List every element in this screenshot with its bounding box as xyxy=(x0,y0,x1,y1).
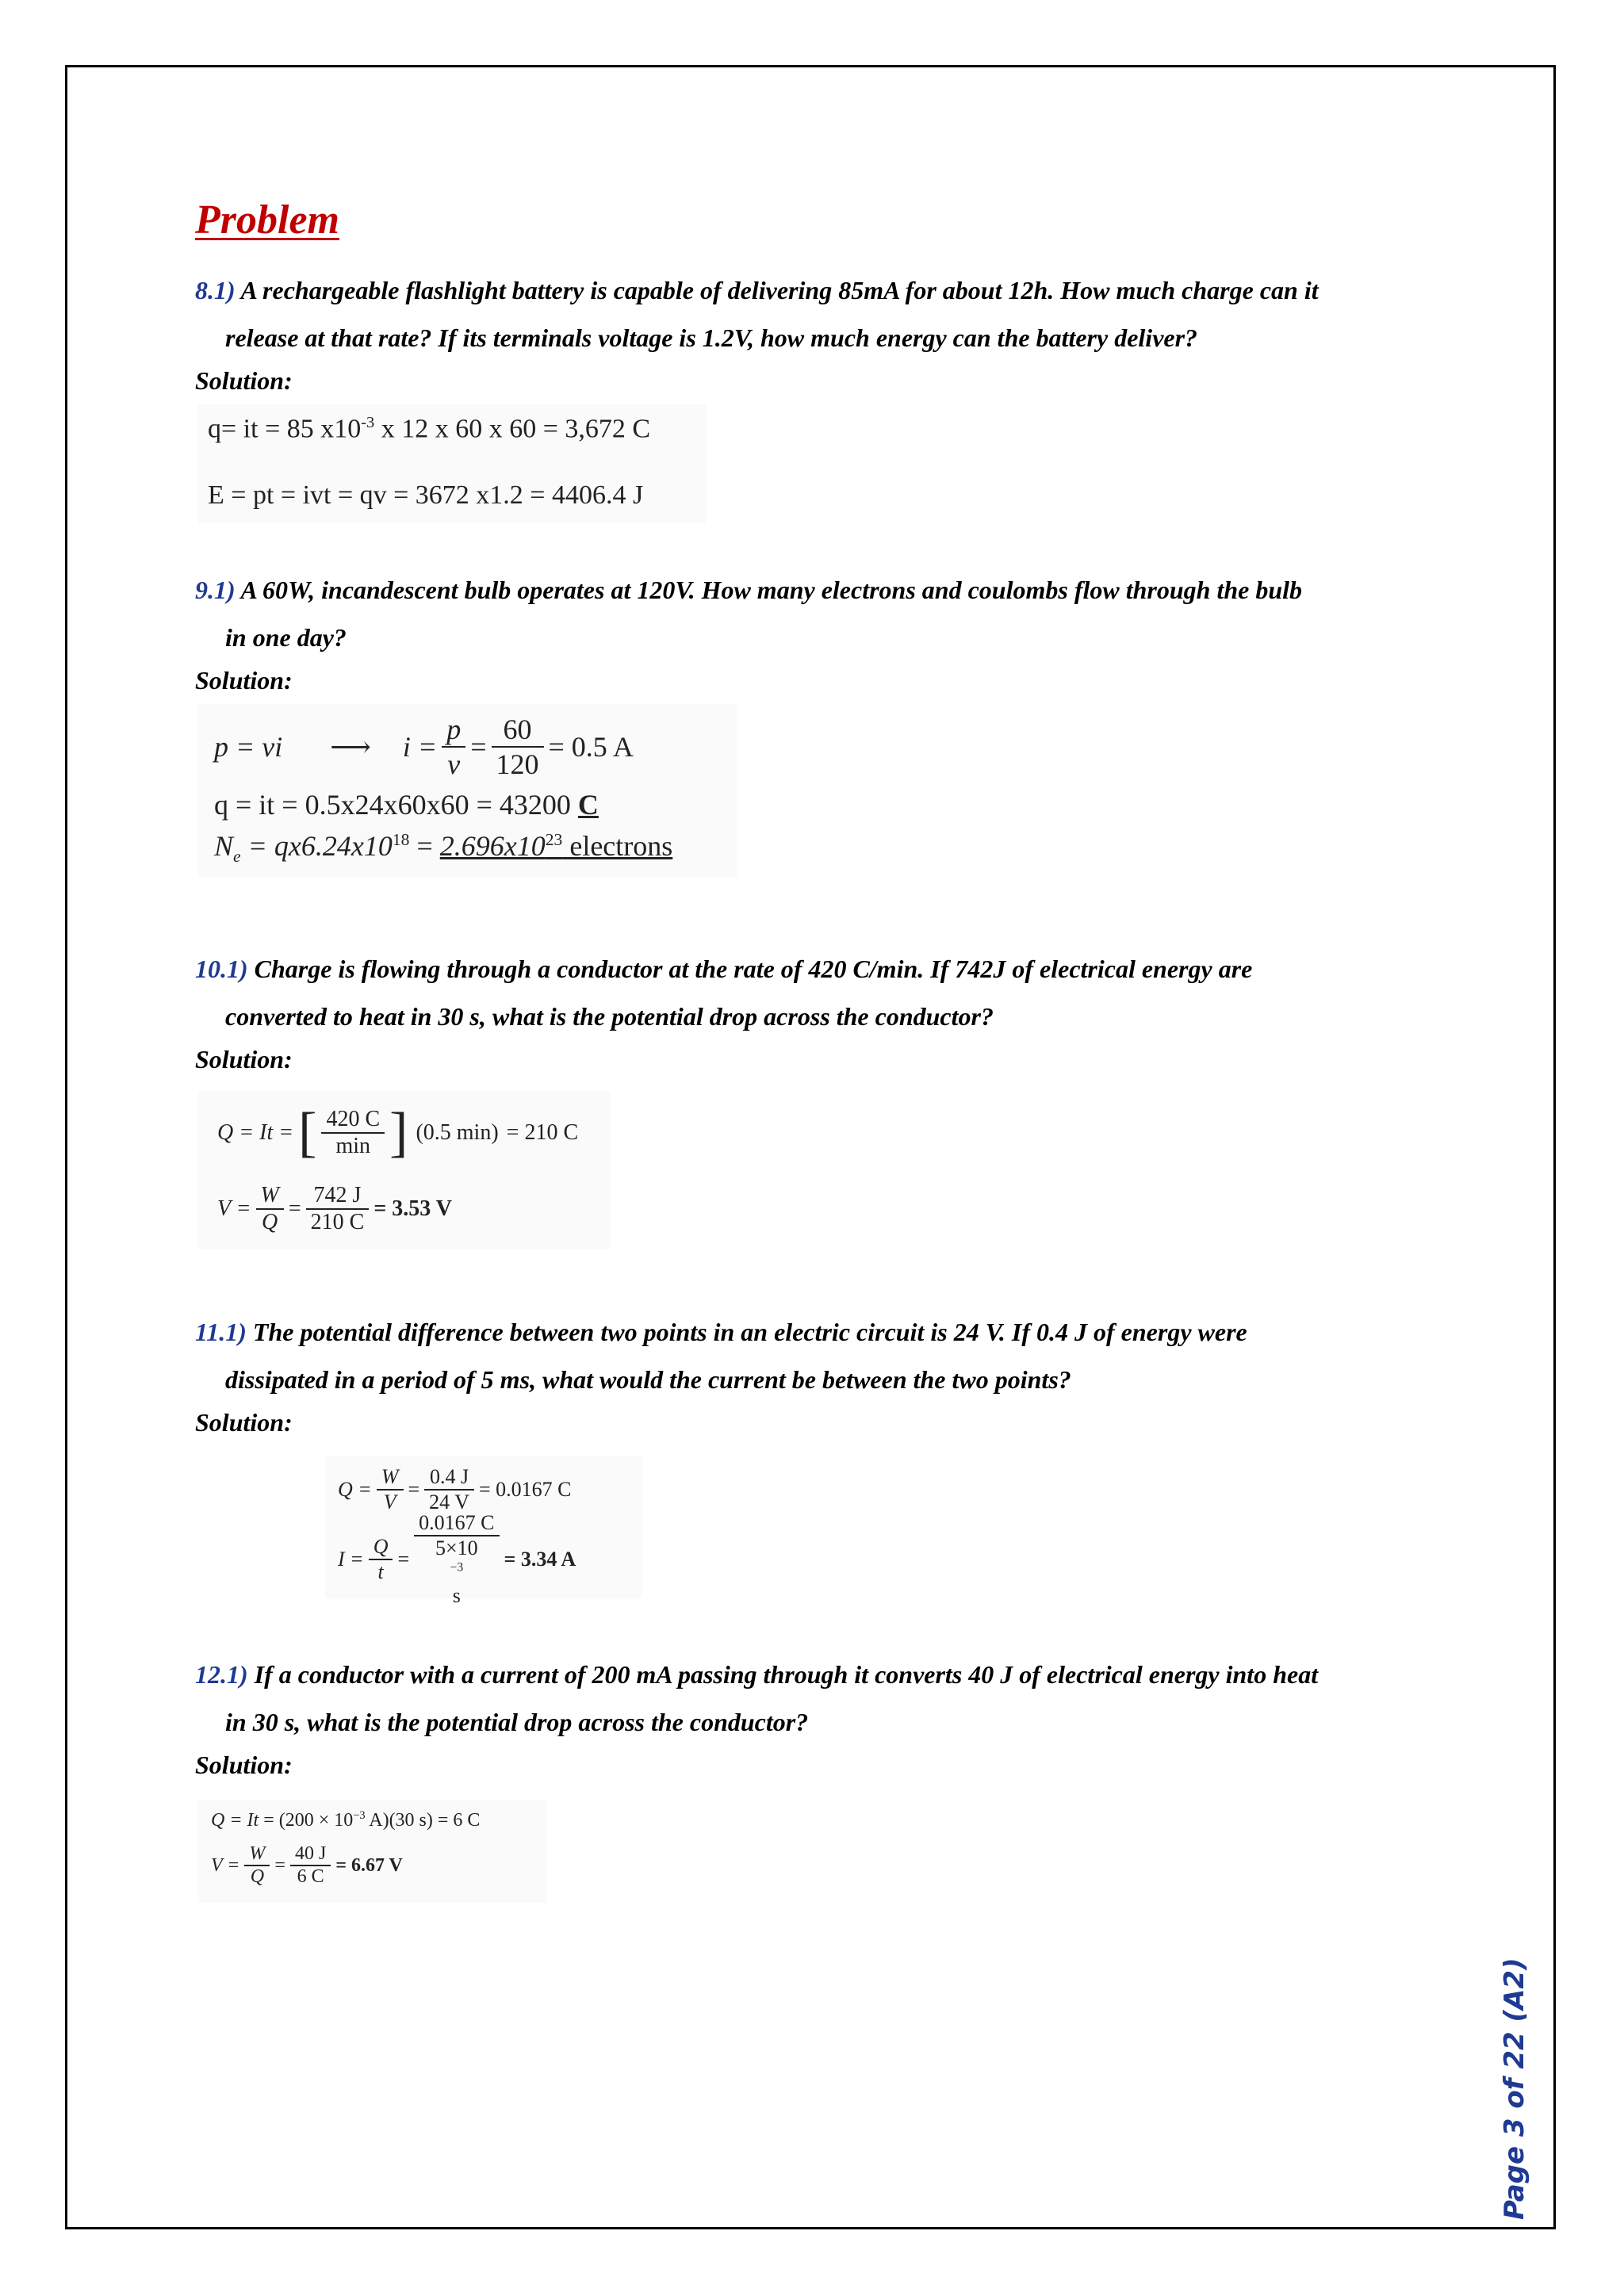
equation-current: I = $\frac{Q}{t}$ = 0.0167 C 5×10 $^{-3}$ s = 3.34 A xyxy=(338,1511,576,1607)
page-title: Problem xyxy=(195,197,339,243)
equation-energy: E = pt = ivt = qv = 3672 x1.2 = 4406.4 J xyxy=(208,480,644,510)
problem-text-cont: dissipated in a period of 5 ms, what would the current be between the two points? xyxy=(225,1365,1071,1394)
solution-label: Solution: xyxy=(195,1751,293,1779)
problem-number: 10.1) xyxy=(195,955,248,983)
equation-image xyxy=(198,1091,611,1249)
equation-electrons: $N_e = qx6.24x10^{18} = 2.696x10^{23}$ electrons xyxy=(214,830,673,867)
equation-image xyxy=(198,404,706,523)
problem-11-1 xyxy=(195,1308,1429,1403)
equation-charge: q= it = 85 $x10^{-3}$ x 12 x 60 x 60 = 3,672 C xyxy=(208,414,651,444)
problem-text: Charge is flowing through a conductor at the rate of 420 C/min. If 742J of electrical energy are xyxy=(247,955,1253,983)
equation-charge: $Q = It = (200 \times 10^{-3}$ A)(30 s) = 6 C xyxy=(211,1809,481,1831)
equation-charge: Q = $\frac{W}{V}$ = $\frac{0.4 J}{24 V}$ = 0.0167 C xyxy=(338,1465,572,1513)
equation-voltage: V = $\frac{W}{Q}$ = $\frac{40 J}{6 C}$ = 6.67 V xyxy=(211,1843,403,1887)
equation-charge: q = it = 0.5x24x60x60 = 43200 C xyxy=(214,789,599,821)
equation-current: p = vi ⟶ i = $\frac{p}{v}$ = $\frac{60}{120}$ = 0.5 A xyxy=(214,714,634,780)
solution-label: Solution: xyxy=(195,1408,293,1437)
equation-image xyxy=(198,1800,547,1903)
solution-label: Solution: xyxy=(195,366,293,395)
problem-text: The potential difference between two points in an electric circuit is 24 V. If 0.4 J of energy were xyxy=(246,1318,1247,1346)
problem-number: 8.1) xyxy=(195,276,236,304)
problem-text-cont: in one day? xyxy=(225,623,347,652)
equation-charge: Q = It = [ $\frac{420 C}{\min}$ ] (0.5 min) = 210 C xyxy=(217,1102,579,1163)
problem-12-1 xyxy=(195,1651,1429,1746)
problem-text: A 60W, incandescent bulb operates at 120V. How many electrons and coulombs flow through the bulb xyxy=(235,576,1303,604)
problem-number: 11.1) xyxy=(195,1318,247,1346)
problem-text-cont: release at that rate? If its terminals voltage is 1.2V, how much energy can the battery deliver? xyxy=(225,323,1198,352)
problem-8-1 xyxy=(195,266,1429,362)
page-number-footer: Page 3 of 22 (A2) xyxy=(1499,1957,1530,2220)
problem-text: A rechargeable flashlight battery is capable of delivering 85mA for about 12h. How much charge can it xyxy=(235,276,1319,304)
problem-number: 9.1) xyxy=(195,576,236,604)
equation-image xyxy=(325,1456,642,1607)
problem-9-1 xyxy=(195,566,1429,661)
problem-text-cont: converted to heat in 30 s, what is the potential drop across the conductor? xyxy=(225,1002,994,1031)
problem-text-cont: in 30 s, what is the potential drop across the conductor? xyxy=(225,1708,809,1736)
equation-image xyxy=(198,704,737,877)
problem-number: 12.1) xyxy=(195,1660,248,1689)
equation-voltage: V = $\frac{W}{Q}$ = $\frac{742 J}{210 C}$ = 3.53 V xyxy=(217,1183,452,1234)
problem-text: If a conductor with a current of 200 mA passing through it converts 40 J of electrical energy into heat xyxy=(247,1660,1319,1689)
solution-label: Solution: xyxy=(195,666,293,695)
solution-label: Solution: xyxy=(195,1045,293,1073)
problem-10-1 xyxy=(195,945,1429,1040)
